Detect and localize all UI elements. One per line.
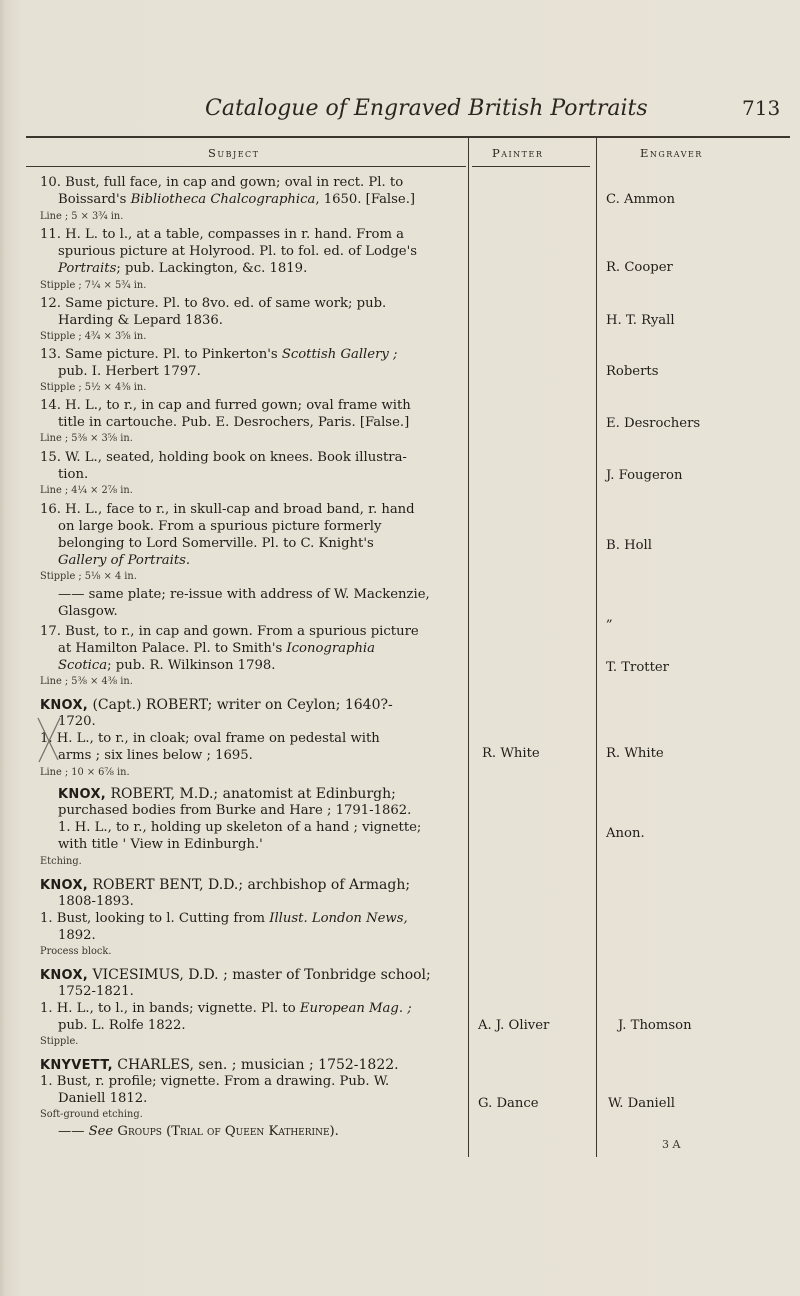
entry-16-line-1: 16. H. L., face to r., in skull-cap and broad band, r. hand [40, 502, 415, 517]
column-divider-2 [596, 137, 597, 1157]
entry-16-line-4: Gallery of Portraits. [58, 553, 191, 568]
cross-mark-icon [36, 716, 62, 766]
column-header-subject: Subject [208, 146, 260, 160]
entry-16-reissue-line-1: —— same plate; re-issue with address of W. Mackenzie, [58, 587, 430, 602]
entry-16-reissue-engraver: „ [606, 610, 613, 625]
knox-robert-bent-technique: Process block. [40, 946, 112, 957]
knox-robert-md-heading: KNOX, ROBERT, M.D.; anatomist at Edinburgh; [58, 786, 396, 802]
knox-robert-bent-item-1-line-1: 1. Bust, looking to l. Cutting from Illust. London News, [40, 911, 408, 926]
entry-14-technique: Line ; 5⅜ × 3⅝ in. [40, 433, 133, 444]
entry-12-engraver: H. T. Ryall [606, 313, 675, 328]
knox-vicesimus-item-1-line-2: pub. L. Rolfe 1822. [58, 1018, 186, 1033]
knox-robert-bent-item-1-line-2: 1892. [58, 928, 96, 943]
knyvett-engraver: W. Daniell [608, 1096, 676, 1111]
entry-11-line-1: 11. H. L. to l., at a table, compasses in r. hand. From a [40, 227, 405, 242]
entry-17-line-2: at Hamilton Palace. Pl. to Smith's Iconographia [58, 641, 376, 656]
entry-16-engraver: B. Holl [606, 538, 652, 553]
entry-13-technique: Stipple ; 5½ × 4⅜ in. [40, 382, 147, 393]
knox-robert-md-item-1-line-1: 1. H. L., to r., holding up skeleton of a hand ; vignette; [58, 820, 422, 835]
entry-11-line-2: spurious picture at Holyrood. Pl. to fol. ed. of Lodge's [58, 244, 417, 259]
knox-vicesimus-engraver: J. Thomson [618, 1018, 692, 1033]
knox-capt-robert-item-1-line-1: 1. H. L., to r., in cloak; oval frame on pedestal with [40, 731, 380, 746]
knox-robert-md-desc: purchased bodies from Burke and Hare ; 1791-1862. [58, 803, 412, 818]
entry-10-line-2: Boissard's Bibliotheca Chalcographica, 1650. [False.] [58, 192, 416, 207]
knox-robert-md-technique: Etching. [40, 856, 82, 867]
running-title: Catalogue of Engraved British Portraits [205, 96, 648, 121]
entry-14-line-1: 14. H. L., to r., in cap and furred gown; oval frame with [40, 398, 411, 413]
entry-15-line-1: 15. W. L., seated, holding book on knees. Book illustra- [40, 450, 407, 465]
knox-vicesimus-dates: 1752-1821. [58, 984, 134, 999]
entry-16-line-3: belonging to Lord Somerville. Pl. to C. Knight's [58, 536, 374, 551]
entry-17-line-1: 17. Bust, to r., in cap and gown. From a spurious picture [40, 624, 419, 639]
knox-robert-md-item-1-line-2: with title ' View in Edinburgh.' [58, 837, 263, 852]
knox-vicesimus-painter: A. J. Oliver [478, 1018, 550, 1033]
table-top-rule [26, 136, 790, 138]
entry-17-line-3: Scotica; pub. R. Wilkinson 1798. [58, 658, 276, 673]
entry-11-engraver: R. Cooper [606, 260, 673, 275]
entry-16-technique: Stipple ; 5⅛ × 4 in. [40, 571, 137, 582]
entry-16-line-2: on large book. From a spurious picture formerly [58, 519, 382, 534]
entry-14-line-2: title in cartouche. Pub. E. Desrochers, Paris. [False.] [58, 415, 410, 430]
entry-12-technique: Stipple ; 4¾ × 3⅝ in. [40, 331, 147, 342]
knox-robert-md-engraver: Anon. [606, 826, 645, 841]
column-header-painter: Painter [492, 146, 544, 160]
entry-11-line-3: Portraits; pub. Lackington, &c. 1819. [58, 261, 308, 276]
entry-10-technique: Line ; 5 × 3¾ in. [40, 211, 124, 222]
knox-capt-robert-dates: 1720. [58, 714, 96, 729]
knox-capt-robert-engraver: R. White [606, 746, 664, 761]
knyvett-item-1-line-1: 1. Bust, r. profile; vignette. From a drawing. Pub. W. [40, 1074, 390, 1089]
entry-15-line-2: tion. [58, 467, 89, 482]
entry-10-line-1: 10. Bust, full face, in cap and gown; oval in rect. Pl. to [40, 175, 404, 190]
running-head [0, 96, 800, 126]
entry-11-technique: Stipple ; 7¼ × 5¾ in. [40, 280, 147, 291]
entry-13-engraver: Roberts [606, 364, 659, 379]
knyvett-item-1-line-2: Daniell 1812. [58, 1091, 148, 1106]
knox-capt-robert-technique: Line ; 10 × 6⅞ in. [40, 767, 130, 778]
knyvett-painter: G. Dance [478, 1096, 539, 1111]
knox-capt-robert-heading: KNOX, (Capt.) ROBERT; writer on Ceylon; 1640?- [40, 697, 393, 713]
entry-17-technique: Line ; 5⅜ × 4⅜ in. [40, 676, 133, 687]
knox-vicesimus-heading: KNOX, VICESIMUS, D.D. ; master of Tonbridge school; [40, 967, 431, 983]
entry-13-line-1: 13. Same picture. Pl. to Pinkerton's Scottish Gallery ; [40, 347, 398, 362]
entry-15-engraver: J. Fougeron [606, 468, 683, 483]
signature-mark: 3 A [662, 1138, 681, 1151]
knox-vicesimus-technique: Stipple. [40, 1036, 79, 1047]
column-divider-1 [468, 137, 469, 1157]
entry-14-engraver: E. Desrochers [606, 416, 701, 431]
knyvett-heading: KNYVETT, CHARLES, sen. ; musician ; 1752-1822. [40, 1057, 399, 1073]
knox-vicesimus-item-1-line-1: 1. H. L., to l., in bands; vignette. Pl. to European Mag. ; [40, 1001, 412, 1016]
knox-capt-robert-painter: R. White [482, 746, 540, 761]
entry-13-line-2: pub. I. Herbert 1797. [58, 364, 201, 379]
entry-16-reissue-line-2: Glasgow. [58, 604, 118, 619]
entry-15-technique: Line ; 4¼ × 2⅞ in. [40, 485, 133, 496]
entry-17-engraver: T. Trotter [606, 660, 669, 675]
knyvett-technique: Soft-ground etching. [40, 1109, 143, 1120]
knox-robert-bent-dates: 1808-1893. [58, 894, 134, 909]
entry-10-engraver: C. Ammon [606, 192, 675, 207]
knyvett-see-reference: —— See Groups (Trial of Queen Katherine). [58, 1124, 339, 1139]
header-rule-subject [26, 166, 466, 167]
entry-12-line-1: 12. Same picture. Pl. to 8vo. ed. of same work; pub. [40, 296, 387, 311]
header-rule-painter [472, 166, 590, 167]
knox-capt-robert-item-1-line-2: arms ; six lines below ; 1695. [58, 748, 253, 763]
entry-12-line-2: Harding & Lepard 1836. [58, 313, 223, 328]
column-header-engraver: Engraver [640, 146, 703, 160]
page-number: 713 [742, 96, 781, 120]
knox-robert-bent-heading: KNOX, ROBERT BENT, D.D.; archbishop of Armagh; [40, 877, 411, 893]
